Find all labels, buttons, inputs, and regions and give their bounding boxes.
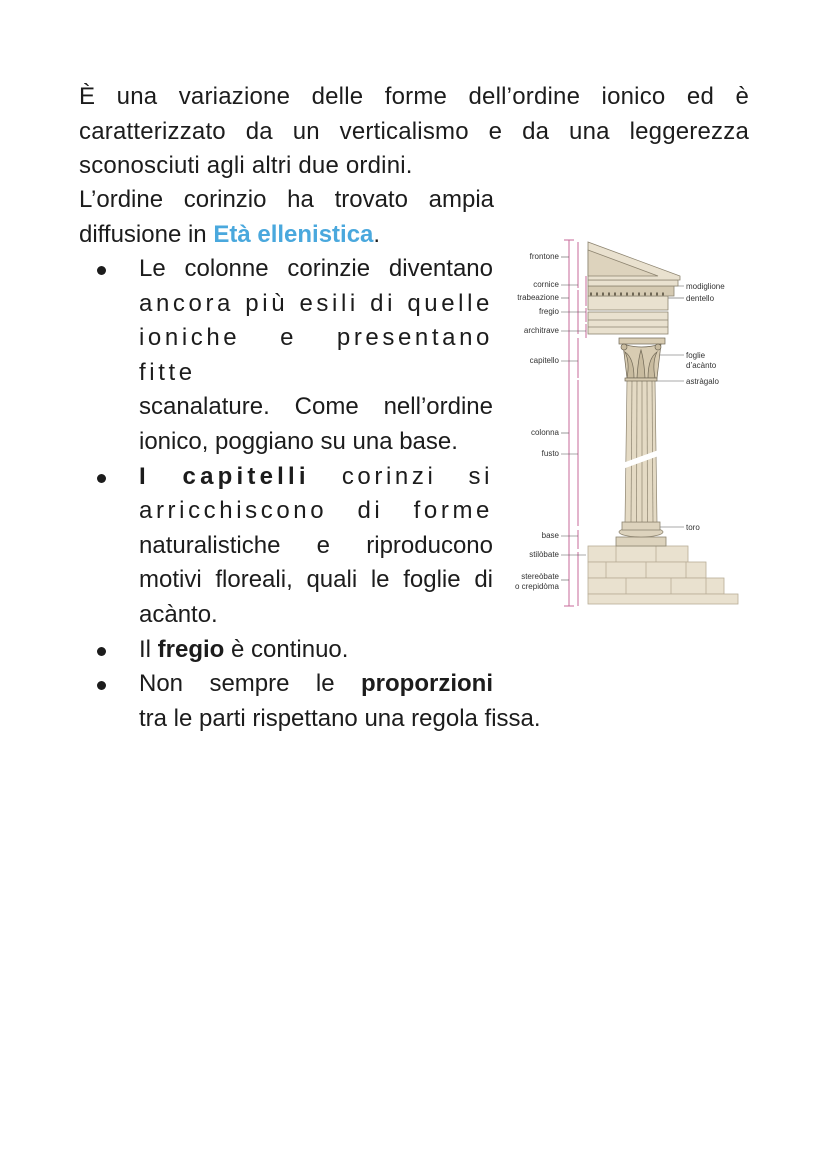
list-item: [79, 633, 749, 668]
label-stereobate: stereòbate: [521, 572, 559, 581]
bullet-1-line-3: ioniche e presentano fitte: [139, 324, 493, 386]
bullet-dot-icon: [97, 647, 106, 656]
bullet-dot-icon: [97, 266, 106, 275]
pediment: [588, 242, 680, 280]
label-fregio: fregio: [538, 307, 559, 316]
capitals-rest: corinzi si: [309, 462, 493, 490]
bullet-2-line-4: motivi floreali, quali le foglie di: [139, 566, 493, 594]
intro-line-2: caratterizzato da un verticalismo e da una leggerezza: [79, 117, 749, 145]
column-base: [616, 522, 666, 546]
intro-line-1: È una variazione delle forme dell’ordine ionico ed è: [79, 83, 749, 110]
bullet-1-line-4: scanalature. Come nell’ordine: [139, 393, 493, 421]
capitals-term: I capitelli: [139, 462, 310, 490]
bullet-1-line-2: ancora più esili di quelle: [139, 289, 493, 317]
list-item: [79, 667, 749, 736]
label-modiglione: modiglione: [686, 282, 725, 291]
stereobate-steps: [588, 546, 738, 604]
bullet-text: [139, 667, 493, 702]
label-crepidoma: o crepidòma: [514, 582, 559, 591]
label-stilobate: stilòbate: [529, 550, 559, 559]
bullet-1-line-1: Le colonne corinzie diventano: [139, 255, 493, 282]
intro-paragraph: [79, 80, 749, 184]
bullet-text: [139, 252, 493, 460]
proportions-term: proporzioni: [361, 670, 493, 698]
bullet-4-line-1: [139, 667, 493, 702]
bullet-dot-icon: [97, 474, 106, 483]
bullet-3-post: è continuo.: [224, 635, 349, 663]
diffusion-text: diffusione in: [79, 220, 214, 248]
bullet-1-line-5: ionico, poggiano su una base.: [139, 427, 458, 455]
bullet-text: [139, 460, 493, 633]
label-frontone: frontone: [529, 252, 559, 261]
guide-lines: [564, 240, 586, 606]
bullet-2-line-1: [139, 460, 493, 495]
bullet-4-line-2: tra le parti rispettano una regola fissa.: [139, 704, 541, 732]
label-base: base: [541, 531, 559, 540]
intro-line-3: sconosciuti agli altri due ordini.: [79, 152, 413, 179]
label-toro: toro: [686, 523, 700, 532]
label-dentello: dentello: [686, 294, 715, 303]
label-fusto: fusto: [541, 449, 559, 458]
left-labels: [515, 252, 560, 591]
diffusion-paragraph: [79, 183, 494, 252]
label-trabeazione: trabeazione: [517, 293, 559, 302]
entablature: [588, 280, 678, 334]
label-foglie: foglie: [686, 351, 706, 360]
column-shaft: [620, 380, 664, 522]
bullet-3-pre: Il: [139, 635, 158, 663]
label-capitello: capitello: [529, 356, 559, 365]
label-architrave: architrave: [523, 326, 559, 335]
label-cornice: cornice: [533, 280, 559, 289]
bullet-2-line-5: acànto.: [139, 600, 218, 628]
label-colonna: colonna: [530, 428, 559, 437]
acanthus-capital: [619, 338, 665, 381]
label-acanto: d’acànto: [686, 361, 717, 370]
frieze-term: fregio: [157, 635, 225, 663]
bullet-dot-icon: [97, 681, 106, 690]
corinthian-order-figure: [506, 234, 751, 614]
hellenistic-age-highlight: Età ellenistica: [213, 220, 374, 248]
label-astragalo: astràgalo: [686, 377, 719, 386]
bullet-2-line-2: arricchiscono di forme: [139, 497, 493, 525]
bullet-2-line-3: naturalistiche e riproducono: [139, 531, 493, 559]
diffusion-line-2: [79, 218, 494, 253]
diffusion-period: .: [373, 220, 381, 248]
right-labels: [686, 282, 725, 532]
corinthian-column-diagram: [506, 234, 751, 614]
diffusion-line-1: L’ordine corinzio ha trovato ampia: [79, 186, 494, 213]
bullet-4-pre: Non sempre le: [139, 670, 362, 698]
